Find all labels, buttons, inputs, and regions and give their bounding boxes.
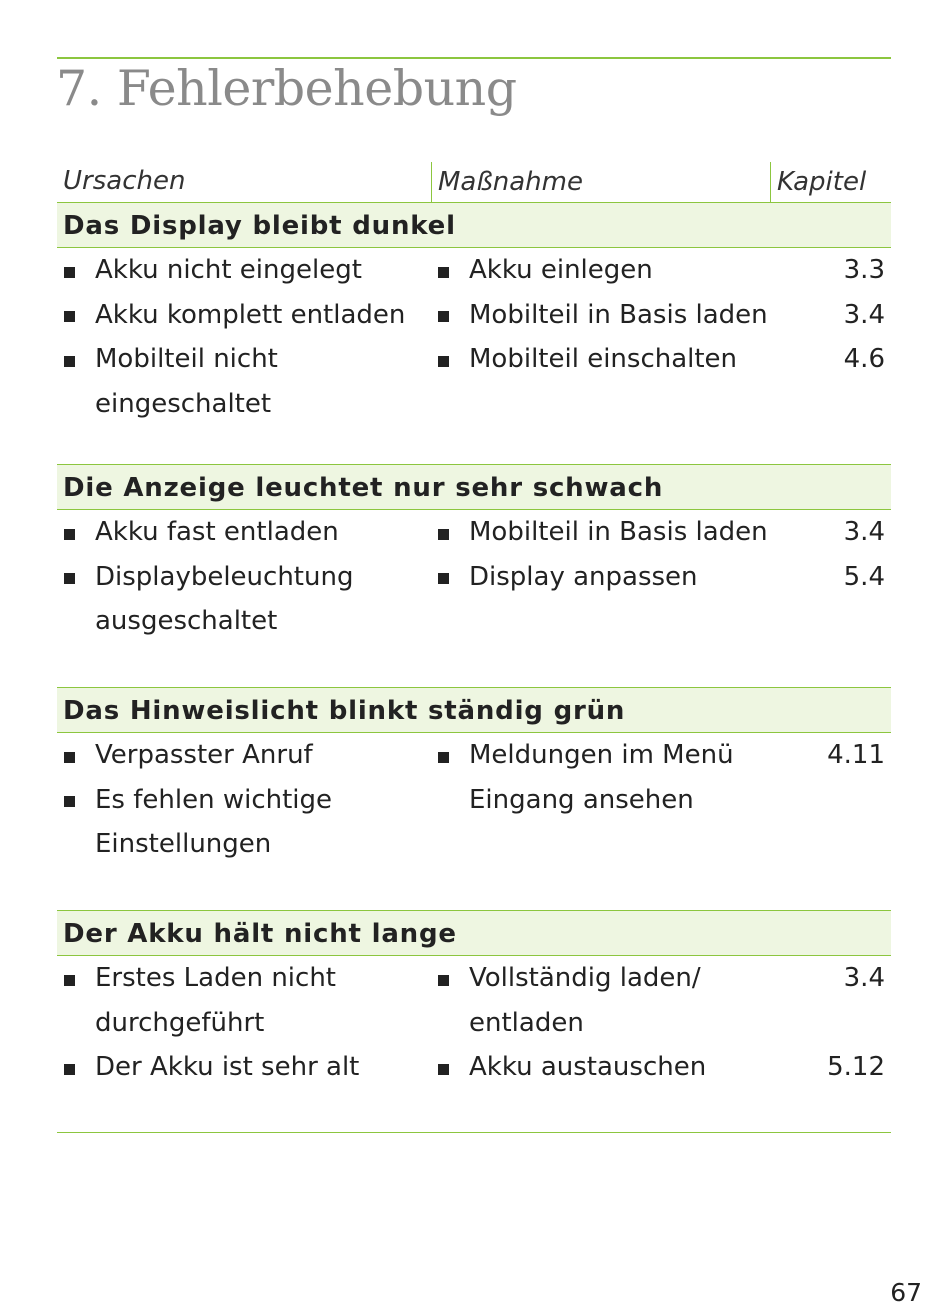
cause-item: Akku nicht eingelegt xyxy=(95,255,362,285)
measure-item: Akku austauschen xyxy=(469,1052,707,1082)
section-heading: Die Anzeige leuchtet nur sehr schwach xyxy=(57,464,891,510)
cause-item: Es fehlen wichtige xyxy=(95,784,333,815)
bottom-rule xyxy=(57,1132,891,1133)
bullet-icon xyxy=(64,752,75,763)
cause-item-continued: durchgeführt xyxy=(95,1007,265,1038)
chapter-ref: 3.4 xyxy=(843,299,885,330)
bullet-icon xyxy=(438,529,449,540)
measure-item: Mobilteil einschalten xyxy=(469,344,738,374)
header-measure: Maßnahme xyxy=(431,162,583,202)
bullet-icon xyxy=(438,573,449,584)
cause-item: Akku komplett entladen xyxy=(95,299,406,330)
measure-item: Mobilteil in Basis laden xyxy=(469,517,768,547)
header-causes: Ursachen xyxy=(63,166,186,196)
bullet-icon xyxy=(64,1064,75,1075)
bullet-icon xyxy=(438,267,449,278)
chapter-ref: 4.11 xyxy=(827,740,885,770)
cause-item: Verpasster Anruf xyxy=(95,740,313,770)
section-display-dark xyxy=(57,203,891,464)
cause-item-continued: ausgeschaltet xyxy=(95,606,278,636)
troubleshooting-table xyxy=(57,162,891,1127)
cause-item-continued: Einstellungen xyxy=(95,829,272,859)
table-header xyxy=(57,162,891,203)
chapter-ref: 5.12 xyxy=(827,1052,885,1082)
bullet-icon xyxy=(64,573,75,584)
cause-item: Displaybeleuchtung xyxy=(95,561,354,592)
cause-item: Akku fast entladen xyxy=(95,517,339,547)
section-indicator-blinking xyxy=(57,687,891,910)
page-title: 7. Fehlerbehebung xyxy=(56,60,517,117)
bullet-icon xyxy=(438,311,449,322)
bullet-icon xyxy=(438,975,449,986)
measure-item: Display anpassen xyxy=(469,561,698,592)
section-display-dim xyxy=(57,464,891,687)
measure-item-continued: Eingang ansehen xyxy=(469,784,694,815)
cause-item: Erstes Laden nicht xyxy=(95,963,336,993)
bullet-icon xyxy=(438,1064,449,1075)
chapter-ref: 3.3 xyxy=(843,255,885,285)
chapter-ref: 3.4 xyxy=(843,963,885,993)
measure-item: Mobilteil in Basis laden xyxy=(469,299,768,330)
bullet-icon xyxy=(64,267,75,278)
measure-item-continued: entladen xyxy=(469,1007,584,1038)
bullet-icon xyxy=(438,356,449,367)
measure-item: Akku einlegen xyxy=(469,255,653,285)
chapter-ref: 3.4 xyxy=(843,517,885,547)
cause-item-continued: eingeschaltet xyxy=(95,388,272,419)
chapter-ref: 4.6 xyxy=(843,344,885,374)
bullet-icon xyxy=(64,311,75,322)
measure-item: Vollständig laden/ xyxy=(469,963,701,993)
section-heading: Das Display bleibt dunkel xyxy=(57,203,891,248)
bullet-icon xyxy=(438,752,449,763)
page-number: 67 xyxy=(890,1278,922,1307)
bullet-icon xyxy=(64,796,75,807)
cause-item: Der Akku ist sehr alt xyxy=(95,1052,360,1082)
chapter-ref: 5.4 xyxy=(843,561,885,592)
measure-item: Meldungen im Menü xyxy=(469,740,734,770)
bullet-icon xyxy=(64,975,75,986)
section-heading: Der Akku hält nicht lange xyxy=(57,910,891,956)
cause-item: Mobilteil nicht xyxy=(95,344,278,374)
section-battery-short xyxy=(57,910,891,1127)
bullet-icon xyxy=(64,356,75,367)
bullet-icon xyxy=(64,529,75,540)
header-chapter: Kapitel xyxy=(770,162,866,202)
section-heading: Das Hinweislicht blinkt ständig grün xyxy=(57,687,891,733)
